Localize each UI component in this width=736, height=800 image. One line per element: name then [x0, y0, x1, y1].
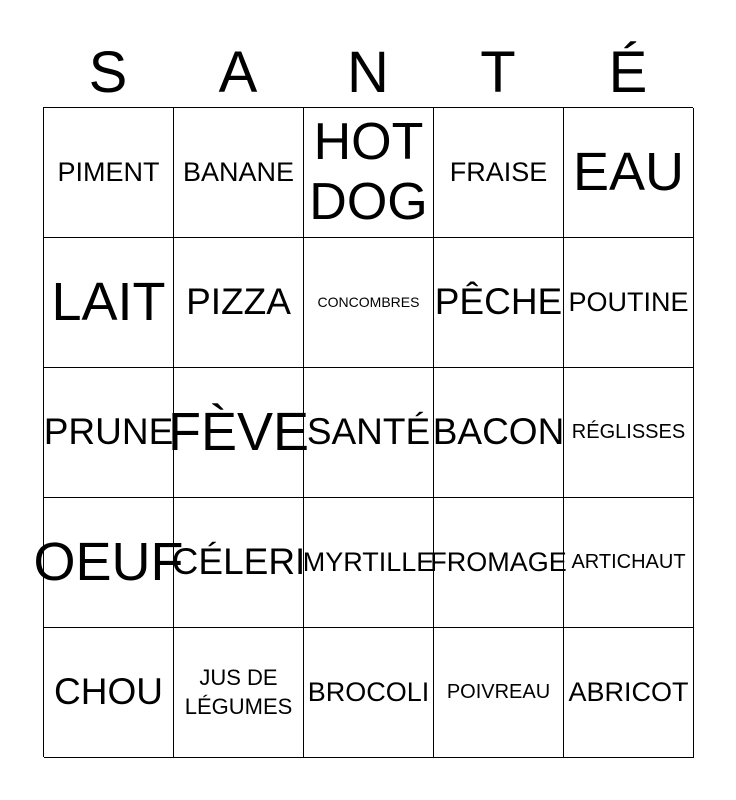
- cell-label: PIZZA: [186, 281, 291, 323]
- bingo-cell[interactable]: [44, 108, 174, 238]
- bingo-cell[interactable]: [564, 108, 694, 238]
- header-letter: S: [88, 40, 128, 105]
- cell-label: BACON: [432, 411, 565, 453]
- cell-label: PRUNE: [43, 411, 174, 453]
- bingo-cell[interactable]: [44, 238, 174, 368]
- bingo-cell[interactable]: [434, 108, 564, 238]
- bingo-cell[interactable]: [564, 498, 694, 628]
- bingo-cell[interactable]: [564, 628, 694, 758]
- bingo-cell[interactable]: [174, 628, 304, 758]
- bingo-cell[interactable]: [304, 238, 434, 368]
- bingo-cell[interactable]: [167, 368, 310, 498]
- bingo-cell[interactable]: [304, 498, 434, 628]
- cell-label: ARTICHAUT: [571, 551, 686, 573]
- bingo-board: [33, 107, 693, 757]
- bingo-cell[interactable]: [174, 108, 304, 238]
- bingo-cell[interactable]: [304, 108, 434, 238]
- cell-label: MYRTILLE: [302, 547, 435, 578]
- header-letter: N: [347, 40, 389, 105]
- cell-label: EAU: [572, 142, 685, 203]
- cell-label: OEUF: [33, 532, 184, 593]
- bingo-cell[interactable]: [564, 368, 694, 498]
- bingo-cell[interactable]: [44, 628, 174, 758]
- cell-label: FROMAGE: [430, 547, 567, 578]
- bingo-cell[interactable]: [434, 628, 564, 758]
- header-letter: É: [608, 40, 648, 105]
- bingo-cell[interactable]: [434, 368, 564, 498]
- cell-label: SANTÉ: [306, 411, 431, 453]
- bingo-cell[interactable]: [430, 498, 567, 628]
- cell-label: CÉLERI: [171, 541, 306, 583]
- bingo-cell[interactable]: [171, 498, 306, 628]
- cell-label: JUS DE LÉGUMES: [184, 664, 293, 719]
- bingo-cell[interactable]: [434, 238, 564, 368]
- cell-label: FÈVE: [167, 402, 310, 463]
- bingo-cell[interactable]: [174, 238, 304, 368]
- header-letter: T: [480, 40, 516, 105]
- cell-label: LAIT: [51, 272, 166, 333]
- cell-label: POIVREAU: [446, 681, 551, 703]
- cell-label: CHOU: [54, 671, 163, 713]
- cell-label: HOT DOG: [309, 112, 428, 231]
- cell-label: BANANE: [182, 157, 295, 188]
- cell-label: RÉGLISSES: [571, 421, 686, 443]
- cell-label: POUTINE: [568, 287, 689, 318]
- cell-label: BROCOLI: [307, 677, 430, 708]
- cell-label: ABRICOT: [568, 677, 689, 708]
- cell-label: CONCOMBRES: [317, 294, 420, 311]
- cell-label: FRAISE: [449, 157, 548, 188]
- bingo-cell[interactable]: [33, 498, 184, 628]
- bingo-cell[interactable]: [304, 628, 434, 758]
- cell-label: PÊCHE: [434, 281, 563, 323]
- bingo-header: [43, 40, 693, 106]
- bingo-cell[interactable]: [564, 238, 694, 368]
- header-letter: A: [218, 40, 258, 105]
- cell-label: PIMENT: [57, 157, 160, 188]
- bingo-cell[interactable]: [44, 368, 174, 498]
- bingo-cell[interactable]: [304, 368, 434, 498]
